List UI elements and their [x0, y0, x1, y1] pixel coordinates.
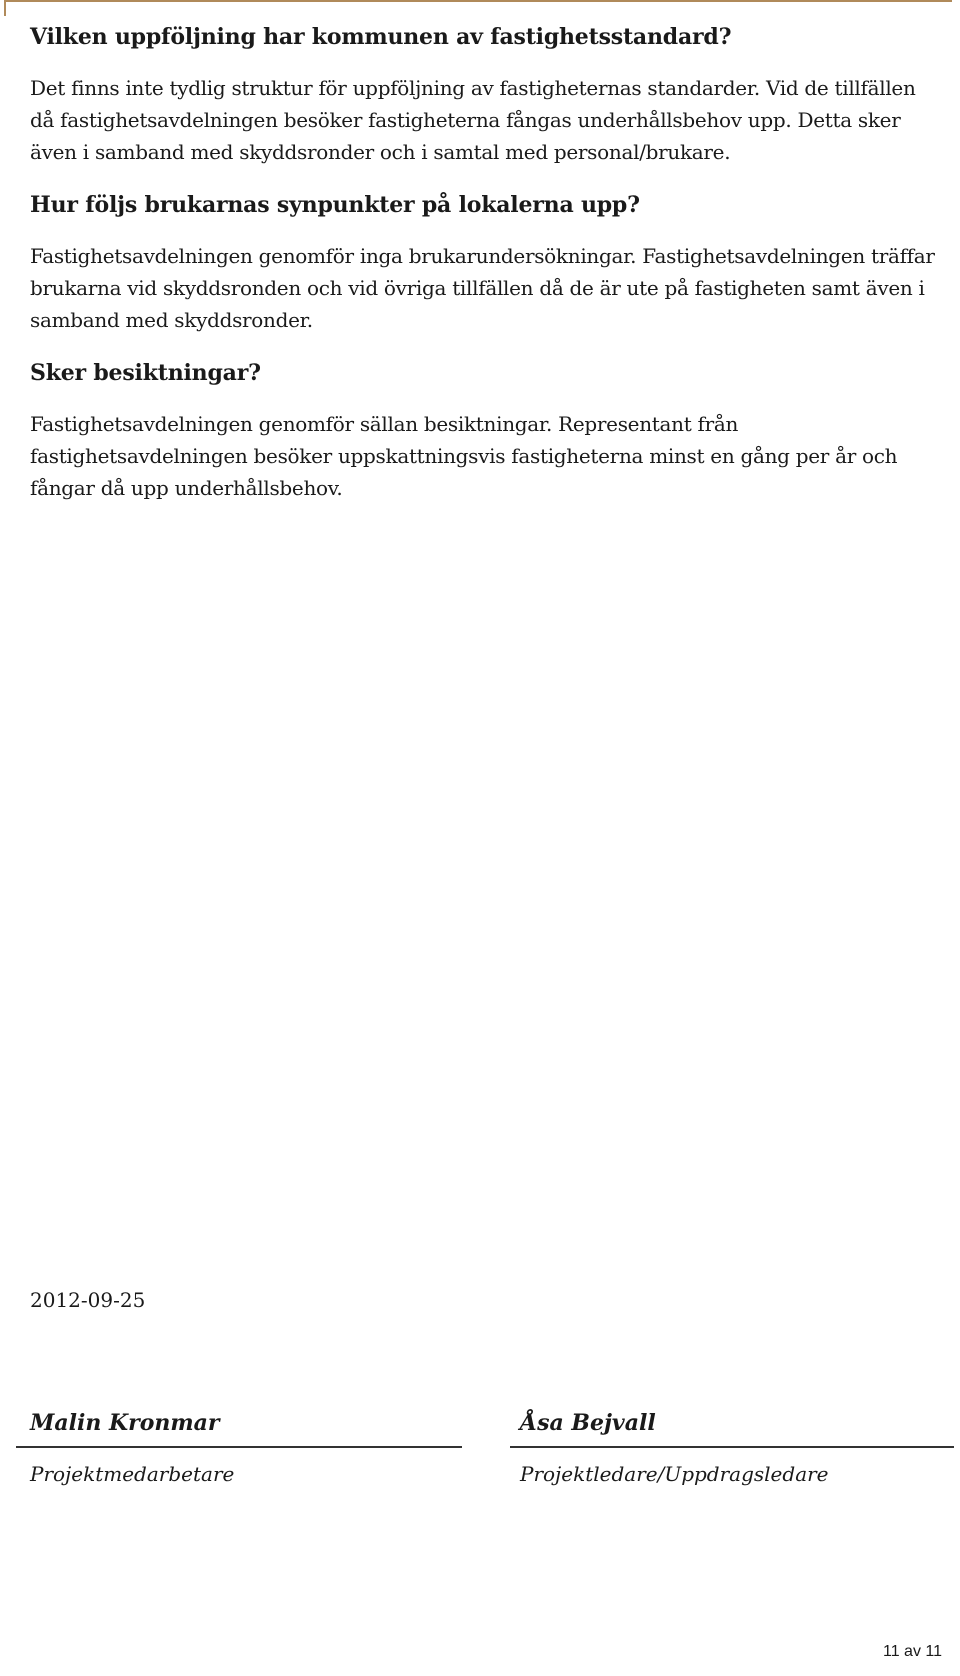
corner-decoration [4, 0, 952, 16]
signature-role: Projektledare/Uppdragsledare [520, 1462, 829, 1486]
signature-block-left [16, 1408, 462, 1488]
signature-block-right [510, 1408, 954, 1488]
section-heading-standard-followup: Vilken uppföljning har kommunen av fastighetsstandard? [30, 24, 732, 50]
page-number: 11 av 11 [882, 1643, 942, 1660]
section-body-user-feedback: Fastighetsavdelningen genomför inga brukarundersökningar. Fastighetsavdelningen träffar brukarna vid skyddsronden och vid övriga tillfällen då de är ute på fastigheten samt även i samband med skyddsronder. [30, 244, 935, 332]
section-heading-user-feedback: Hur följs brukarnas synpunkter på lokalerna upp? [30, 192, 640, 218]
signature-name: Åsa Bejvall [520, 1410, 656, 1436]
section-body-standard-followup: Det finns inte tydlig struktur för uppföljning av fastigheternas standarder. Vid de tillfällen då fastighetsavdelningen besöker fastigheterna fångas underhållsbehov upp. Detta sker även i samband med skyddsronder och i samtal med personal/brukare. [30, 76, 916, 164]
section-heading-inspections: Sker besiktningar? [30, 360, 261, 386]
document-date: 2012-09-25 [30, 1288, 146, 1312]
signature-role: Projektmedarbetare [30, 1462, 235, 1486]
section-body-inspections: Fastighetsavdelningen genomför sällan besiktningar. Representant från fastighetsavdelningen besöker uppskattningsvis fastigheterna minst en gång per år och fångar då upp underhållsbehov. [30, 412, 898, 500]
signature-name: Malin Kronmar [30, 1410, 220, 1436]
document-body [30, 22, 940, 526]
